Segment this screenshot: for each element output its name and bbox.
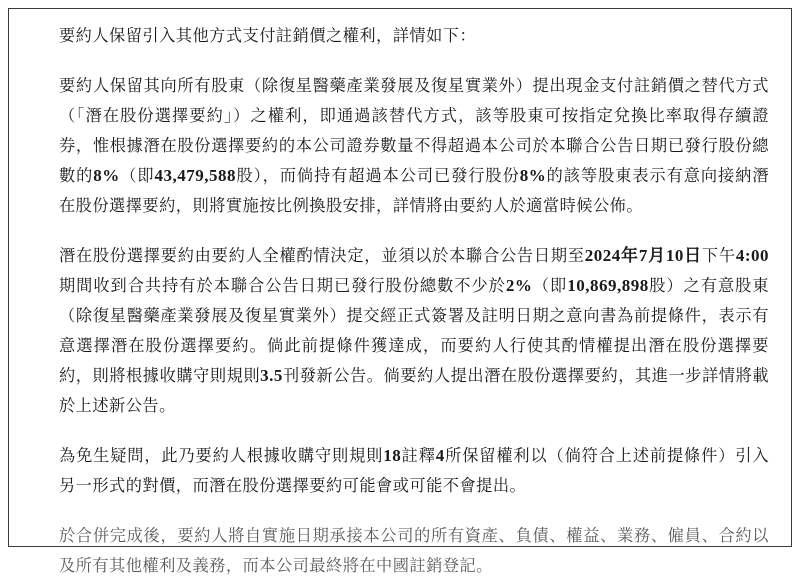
percentage-value: 2%	[505, 276, 533, 295]
time-value: 4:00	[735, 246, 770, 265]
share-count-value: 10,869,898	[567, 276, 649, 295]
heading-paragraph: 要約人保留引入其他方式支付註銷價之權利，詳情如下：	[59, 26, 477, 45]
paragraph-for-avoidance-of-doubt: 為免生疑問，此乃要約人根據收購守則規則18註釋4所保留權利以（倘符合上述前提條件）引入另一形式的對價，而潛在股份選擇要約可能會或可能不會提出。	[59, 446, 770, 495]
note-number: 4	[435, 446, 445, 465]
share-count-value: 43,479,588	[154, 166, 237, 185]
date-value: 2024年7月10日	[584, 246, 702, 265]
rule-number: 18	[383, 446, 402, 465]
paragraph-post-merger: 於合併完成後，要約人將自實施日期承接本公司的所有資產、負債、權益、業務、僱員、合約以及所有其他權利及義務，而本公司最終將在中國註銷登記。	[59, 526, 769, 575]
paragraph-alternative-payment: 要約人保留其向所有股東（除復星醫藥產業發展及復星實業外）提出現金支付註銷價之替代方式（「潛在股份選擇要約」）之權利，即通過該替代方式，該等股東可按指定兌換比率取得存續證券，惟根據潛在股份選擇要約的本公司證券數量不得超過本公司於本聯合公告日期已發行股份總數的8%（即43,479,588股），而倘持有超過本公司已發行股份8%的該等股東表示有意向接納潛在股份選擇要約，則將實施按比例換股安排，詳情將由要約人於適當時候公佈。	[59, 76, 770, 215]
rule-number: 3.5	[260, 366, 283, 385]
document-body	[59, 21, 769, 581]
document-frame	[8, 8, 792, 575]
percentage-value: 8%	[93, 166, 120, 185]
paragraph-precondition: 潛在股份選擇要約由要約人全權酌情決定，並須以於本聯合公告日期至2024年7月10日下午4:00期間收到合共持有於本聯合公告日期已發行股份總數不少於2%（即10,869,898股）之有意股東（除復星醫藥產業發展及復星實業外）提交經正式簽署及註明日期之意向書為前提條件，表示有意選擇潛在股份選擇要約。倘此前提條件獲達成，而要約人行使其酌情權提出潛在股份選擇要約，則將根據收購守則規則3.5刊發新公告。倘要約人提出潛在股份選擇要約，其進一步詳情將載於上述新公告。	[59, 246, 770, 415]
percentage-value: 8%	[519, 166, 547, 185]
